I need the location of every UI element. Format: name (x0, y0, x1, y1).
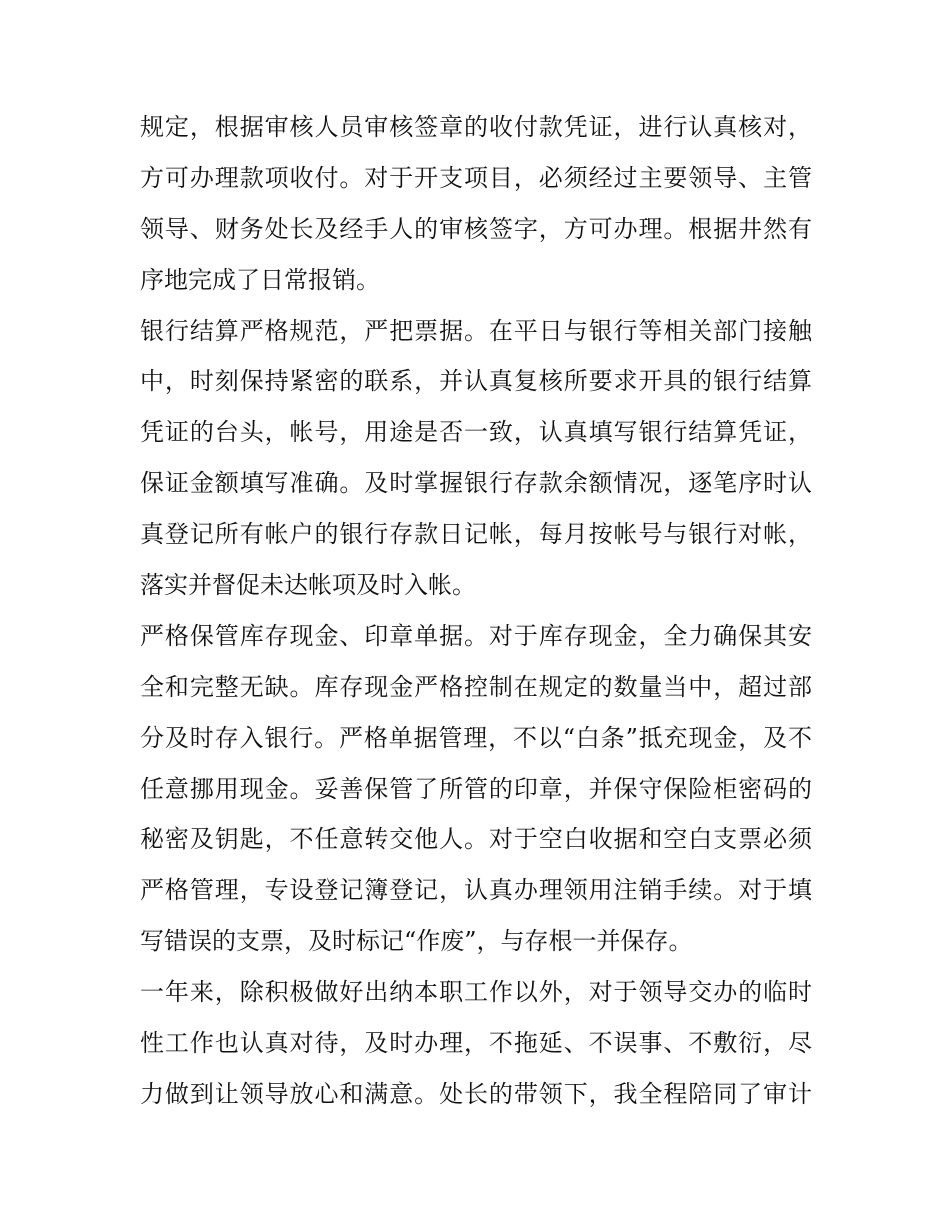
paragraph-1 (140, 102, 812, 306)
text-line: 严格管理，专设登记簿登记，认真办理领用注销手续。对于填 (140, 876, 812, 905)
text-line: 保证金额填写准确。及时掌握银行存款余额情况，逐笔序时认 (140, 469, 812, 498)
text-line: 写错误的支票，及时标记“作废”，与存根一并保存。 (140, 927, 693, 956)
text-line: 全和完整无缺。库存现金严格控制在规定的数量当中，超过部 (140, 672, 812, 701)
text-line: 中，时刻保持紧密的联系，并认真复核所要求开具的银行结算 (140, 367, 812, 396)
text-line: 分及时存入银行。严格单据管理，不以“白条”抵充现金，及不 (140, 723, 812, 752)
text-line: 严格保管库存现金、印章单据。对于库存现金，全力确保其安 (140, 621, 812, 650)
text-line: 银行结算严格规范，严把票据。在平日与银行等相关部门接触 (140, 316, 812, 345)
text-line: 规定，根据审核人员审核签章的收付款凭证，进行认真核对， (140, 113, 812, 141)
document-body (140, 102, 812, 1120)
paragraph-2 (140, 306, 812, 611)
paragraph-4 (140, 967, 812, 1120)
text-line: 任意挪用现金。妥善保管了所管的印章，并保守保险柜密码的 (140, 774, 812, 803)
text-line: 真登记所有帐户的银行存款日记帐，每月按帐号与银行对帐， (140, 520, 812, 549)
text-line: 性工作也认真对待，及时办理，不拖延、不误事、不敷衍，尽 (140, 1029, 812, 1058)
text-line: 力做到让领导放心和满意。处长的带领下，我全程陪同了审计 (140, 1079, 812, 1108)
text-line: 领导、财务处长及经手人的审核签字，方可办理。根据井然有 (140, 214, 812, 243)
text-line: 序地完成了日常报销。 (140, 265, 380, 294)
text-line: 落实并督促未达帐项及时入帐。 (140, 571, 476, 600)
text-line: 凭证的台头，帐号，用途是否一致，认真填写银行结算凭证， (140, 418, 812, 447)
text-line: 方可办理款项收付。对于开支项目，必须经过主要领导、主管 (140, 163, 812, 192)
paragraph-3 (140, 611, 812, 967)
text-line: 秘密及钥匙，不任意转交他人。对于空白收据和空白支票必须 (140, 825, 812, 854)
text-line: 一年来，除积极做好出纳本职工作以外，对于领导交办的临时 (140, 978, 812, 1007)
